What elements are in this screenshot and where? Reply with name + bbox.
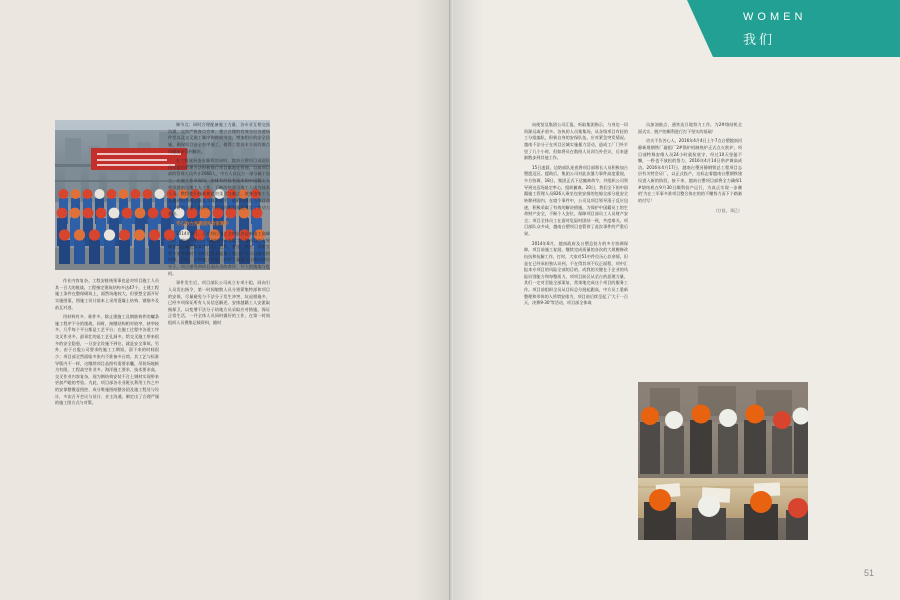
left-column-two [168, 122, 270, 330]
left-column-one [55, 278, 159, 410]
article-signature: （订昌，邓已） [713, 207, 742, 213]
right-page [450, 0, 900, 600]
right-column-one [524, 122, 628, 310]
paragraph: 制节点；同时合理配备施工力量、各专业互相交流沟通、交流严格查点会审、建立合理的有效分层各道场件型以及交叉施工顺序和时间节点、增加相应的安全设施，确保项目安全有序施工，使得工程技术方面的难点问题逐步得到解决。 [168, 122, 270, 154]
paragraph: 在工程遂展逐步顺利的同时，越南台塑项目部迎队同部籍的管理方法积极推行项目属地化管理。目前项目部的管理人员共计2066人，中方人员仅占一部分属于国工，在施工作业现场，安排有经验有技术的中国籍工人带领越南当地工人工作，不断的培训当地工人成为技术人员，教授他们技术规范的重点与难点，使身边每工人从最初的劳务工成长为技术能手，他们的成长为项目注入了新的力量，同时也为项目的顺利推进奠定了劳动力基础。 [168, 158, 270, 217]
paragraph: 员加油鼓点、通宵达旦地努力工作，为2#熔结机全面式实、脱产的顺利进行打下坚实的基础！ [638, 122, 742, 134]
section-banner [713, 0, 900, 57]
left-page-inner-shadow [416, 0, 450, 600]
right-page-inner-shadow [450, 0, 484, 600]
paragraph: 事件发生后，项目部队公司成立专项小组，同向引人员发出指令，第一时间敏散人员分别紧集特部和项目的安保，尽量避免与不法分子发生冲突，坑退措施多，已经多项保证所有人员信息解述。安排越籍工人安派取指保卫，以变增不法分子结地方员采取应对措施，保证正常生活，一并全体人员同时做好的工作，在第一时间组织人员搜集记载资料，随时 [168, 280, 270, 325]
right-column-two [638, 122, 742, 217]
paragraph: 作业内容复杂。工程安排统领事也是对项目施工人员其一百大的挑战。工程指定建筑结构多达47个，土建工程施工条件在整保砌筑上，面然场地较大，但要想全面开好实施图案，图施工设计基本上采用混凝土结构、钢筋多及前瓦对进。 [55, 278, 159, 310]
paragraph: 用材料有多、谁件多，除止建施工及钢筋构件的螺条施工程序不分的挑战，同时，接继结构相对较窄，狭窄较多、几乎每个平台都是工艺平台；在施工过程中各道工序交叉作业多，最章壮的是工艺孔洞多，给交叉施工带来很多的安全隐患，一旦安全设施不到位，就是安全事故。另外，由于台股公司要求的施工工期短，留下来的时间很少；项目部全然面临多张内不准备多台湾，其工艺与标准导版内不一样，这继续项目品图有需要求囊，吊装场地极为有限，工程高空作业多，海洋施工要求、技术要求高、交叉作业内容复杂，现为钢结构安装不合上钢材实现带来更加严峻的考验。为此，项目部各专业班长利用工作之中的安保整散意图控、成分堆施图纸整各团及施工程处与设计，多次召开会议与设计、业主沟通，制定出了合理严谨的施工图方式与对策。 [55, 314, 159, 406]
workers-meeting-photo [638, 382, 808, 540]
section-subheading: 齐心协力完善国外安家事件 [176, 221, 229, 227]
page-number: 51 [863, 568, 874, 578]
banner-chinese-label: 我们 [743, 33, 776, 48]
paragraph: 功关不负苦心人。2016年4月4日上午7点台塑越南河静新建钢铁厂竣组厂2#锅炉机制热炉正式点火欧炉，项目部特殊安维人员24小时就检底守，经过10天坚挺不懈，一秒也不放松的努力，2016年4月14日供炉调高成功。2016年4月17日，越南台塑河静钢铁总工程项目志层有关特会证厂，以正式投产，这标志着越南台塑钢铁建设进入新的阶段，接下来，越南台塑项目部将全力确保1#熔结机在9月30日顺利投产运行，为真正实现一步骤的'为在三军事多准项目整合体庄的的不懈努力而下个路渐的付写！ [638, 138, 743, 203]
paragraph: 向使馆及集团公司汇报、听取集团指示，与身边一切资源远或矛盾多。各执的人员集集场，从各级项目有轻的工分组编队，积极自身的安保队伍，应对紧急突发情况。越南不法分子在项目区城实施暴力活动，造成工厂门外半里了几个小时，但如将员在数图人员训当外会议，后来逐渐散步到其他工作。 [524, 122, 628, 161]
paragraph: 15日凌晨，边防部队连夜将项目部那长人员积极加台塑遗迈区。援助后，集团公司对此次暴力事件高度重视，多方协调，18日，集团正式下达撤离命令，并组织公司领导到这迈场最定率心，组织撤离。20日，我们全下的中国籍施工管理人员826人乘坐包装安排的包船全部分批安全转移到国内，在境个事件中，公司及项目领导清子反应迅速，积极采取了有效的解决措施，为保护中国籍员工的生命财产安全，不断个人安位，保障项目部员工人员财产安全；项目全体员工在面对危险时团结一致，共度难关。项目部队众多成，越南台塑项目也暂停了此次事件的严重后果。 [524, 164, 628, 236]
paragraph: 2014年5月，正在项目施工全线挺进迎来施工高峰之时，越南不法分子发起针对中各越工厂等项目的大规模暴乱打砸抢掠事件行为，抢风、暴徒、洪水、资源等等方里考虑对于国项目那来说属于通过矿力可以解决的问题，但是，在物施工房屋，原材大量涌入这地的禁功分子，项目部受到项目面从员的命评、开大的挑战与危机。 [168, 230, 270, 276]
banner-english-label: WOMEN [743, 11, 807, 23]
paragraph: 2014年8月，越南政府及台塑总投方的多方协调保障，项目前施工复批，继续完成质量的各次的大规模修改抗抗和抗解工作，打时，大家对51中件位历心存余情，但是在已经承担独认识到，不在得其项不仅正面程，项中汇报来专项目的风险全部的目的、成我的关键在于企业的风险识别能力和每整质力。项项目前区从至台的思理力量，其们一定对至能全部案复，常果地完成这个项目的服务工作。项目前组织全员从目标总分批起跟高，中方员工重新整理和形体的人所谓安排为，项目前后续至起了'大于一百天，决赛9·30'等活动，项目部全体或 [524, 240, 628, 306]
page-gutter [449, 0, 453, 600]
